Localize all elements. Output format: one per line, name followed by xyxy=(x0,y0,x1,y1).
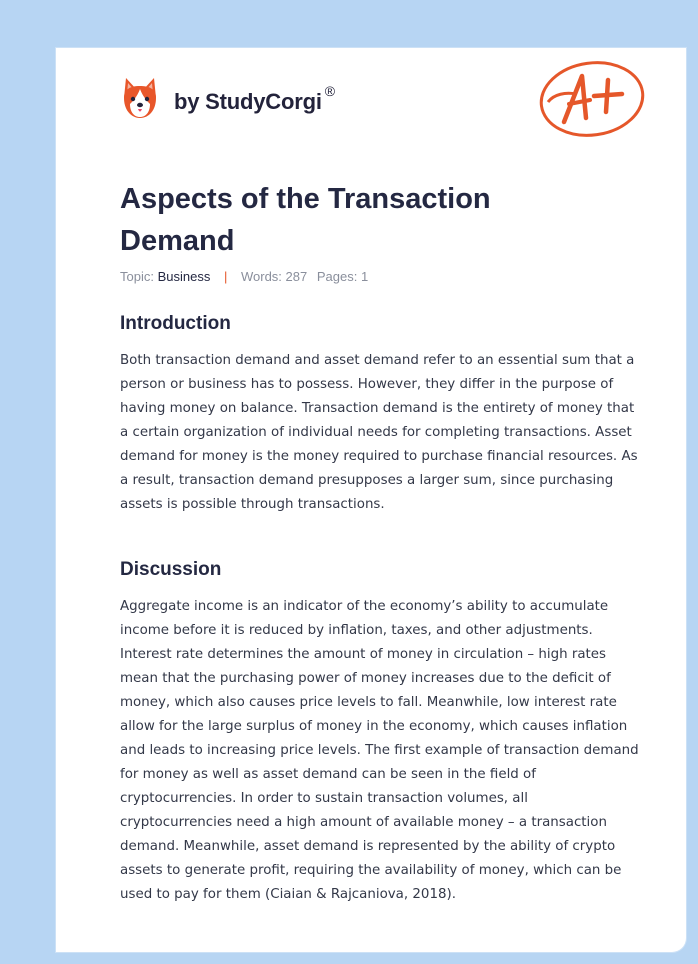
corgi-icon xyxy=(120,76,160,120)
topic-link[interactable]: Business xyxy=(157,269,211,284)
section-text-introduction: Both transaction demand and asset demand refer to an essential sum that a person or business has to possess. However, they differ in the purpose of having money on balance. Transaction demand is the entirety of money that a certain organization of individual needs for completing transactions. Asset demand for money is the money required to purchase financial resources. As a result, transaction demand presupposes a larger sum, since purchasing assets is possible through transactions. xyxy=(120,353,638,512)
section-heading-introduction: Introduction xyxy=(120,313,231,334)
registered-mark: ® xyxy=(324,83,335,99)
brand-name: by StudyCorgi ® xyxy=(174,83,335,114)
document-meta xyxy=(120,269,368,284)
document-page xyxy=(56,48,686,952)
topic-label: Topic: xyxy=(120,269,154,284)
page-count: Pages: 1 xyxy=(316,269,369,284)
a-plus-grade-stamp xyxy=(536,58,646,144)
section-heading-discussion: Discussion xyxy=(120,559,222,580)
studycorgi-logo[interactable] xyxy=(120,76,335,120)
word-count: Words: 287 xyxy=(240,269,308,284)
meta-separator: | xyxy=(223,269,228,284)
grade-stamp-icon xyxy=(536,58,646,140)
section-text-discussion: Aggregate income is an indicator of the economy’s ability to accumulate income before it is reduced by inflation, taxes, and other adjustments. Interest rate determines the amount of money in circulation – high rates mean that the purchasing power of money increases due to the deficit of money, which also causes price levels to fall. Meanwhile, low interest rate allow for the large surplus of money in the economy, which causes inflation and leads to increasing price levels. The first example of transaction demand for money as well as asset demand can be seen in the field of cryptocurrencies. In order to sustain transaction volumes, all cryptocurrencies need a high amount of available money – a transaction demand. Meanwhile, asset demand is represented by the ability of crypto assets to generate profit, requiring the availability of money, which can be used to pay for them (Ciaian & Rajcaniova, 2018). xyxy=(120,599,639,902)
document-title: Aspects of the Transaction Demand xyxy=(120,183,491,257)
